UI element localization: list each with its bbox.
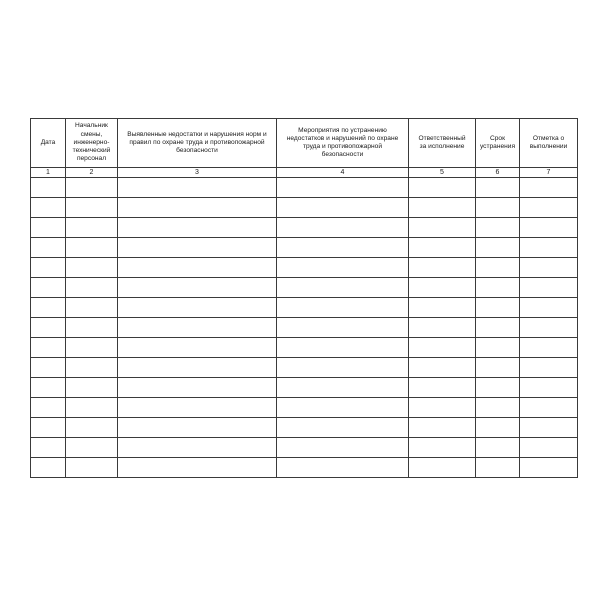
cell-completion[interactable] xyxy=(520,278,578,298)
header-measures: Мероприятия по устранению недостатков и нарушений по охране труда и противопожарной безопасности xyxy=(277,119,409,168)
cell-date[interactable] xyxy=(31,458,66,478)
header-deadline: Срок устранения xyxy=(476,119,520,168)
cell-supervisor[interactable] xyxy=(66,358,118,378)
table-row xyxy=(31,418,578,438)
header-responsible: Ответственный за исполнение xyxy=(409,119,476,168)
cell-completion[interactable] xyxy=(520,198,578,218)
cell-deadline[interactable] xyxy=(476,278,520,298)
table-row xyxy=(31,218,578,238)
table-row xyxy=(31,378,578,398)
cell-supervisor[interactable] xyxy=(66,458,118,478)
table-row xyxy=(31,318,578,338)
cell-supervisor[interactable] xyxy=(66,218,118,238)
column-number-3: 3 xyxy=(118,168,277,178)
cell-supervisor[interactable] xyxy=(66,278,118,298)
cell-violations[interactable] xyxy=(118,238,277,258)
cell-measures[interactable] xyxy=(277,398,409,418)
cell-completion[interactable] xyxy=(520,298,578,318)
cell-measures[interactable] xyxy=(277,438,409,458)
column-number-2: 2 xyxy=(66,168,118,178)
cell-completion[interactable] xyxy=(520,238,578,258)
cell-date[interactable] xyxy=(31,278,66,298)
cell-supervisor[interactable] xyxy=(66,178,118,198)
cell-measures[interactable] xyxy=(277,278,409,298)
cell-violations[interactable] xyxy=(118,418,277,438)
cell-measures[interactable] xyxy=(277,238,409,258)
cell-measures[interactable] xyxy=(277,418,409,438)
cell-supervisor[interactable] xyxy=(66,418,118,438)
cell-completion[interactable] xyxy=(520,418,578,438)
table-row xyxy=(31,178,578,198)
cell-completion[interactable] xyxy=(520,378,578,398)
cell-violations[interactable] xyxy=(118,218,277,238)
cell-supervisor[interactable] xyxy=(66,318,118,338)
cell-responsible[interactable] xyxy=(409,218,476,238)
cell-deadline[interactable] xyxy=(476,178,520,198)
cell-responsible[interactable] xyxy=(409,258,476,278)
header-violations: Выявленные недостатки и нарушения норм и правил по охране труда и противопожарной безопасности xyxy=(118,119,277,168)
cell-deadline[interactable] xyxy=(476,458,520,478)
cell-violations[interactable] xyxy=(118,438,277,458)
cell-deadline[interactable] xyxy=(476,238,520,258)
cell-measures[interactable] xyxy=(277,378,409,398)
cell-responsible[interactable] xyxy=(409,338,476,358)
header-date: Дата xyxy=(31,119,66,168)
header-supervisor: Начальник смены, инженерно- технический персонал xyxy=(66,119,118,168)
column-number-4: 4 xyxy=(277,168,409,178)
cell-violations[interactable] xyxy=(118,458,277,478)
cell-supervisor[interactable] xyxy=(66,198,118,218)
table-row xyxy=(31,398,578,418)
cell-date[interactable] xyxy=(31,378,66,398)
cell-violations[interactable] xyxy=(118,258,277,278)
cell-deadline[interactable] xyxy=(476,318,520,338)
cell-date[interactable] xyxy=(31,178,66,198)
header-completion: Отметка о выполнении xyxy=(520,119,578,168)
cell-date[interactable] xyxy=(31,198,66,218)
cell-deadline[interactable] xyxy=(476,358,520,378)
cell-date[interactable] xyxy=(31,438,66,458)
column-number-7: 7 xyxy=(520,168,578,178)
table-row xyxy=(31,438,578,458)
table-row xyxy=(31,458,578,478)
cell-completion[interactable] xyxy=(520,438,578,458)
cell-completion[interactable] xyxy=(520,178,578,198)
cell-completion[interactable] xyxy=(520,338,578,358)
cell-violations[interactable] xyxy=(118,278,277,298)
column-number-6: 6 xyxy=(476,168,520,178)
cell-responsible[interactable] xyxy=(409,238,476,258)
cell-measures[interactable] xyxy=(277,338,409,358)
cell-measures[interactable] xyxy=(277,318,409,338)
cell-date[interactable] xyxy=(31,418,66,438)
cell-responsible[interactable] xyxy=(409,198,476,218)
cell-supervisor[interactable] xyxy=(66,258,118,278)
cell-date[interactable] xyxy=(31,318,66,338)
cell-date[interactable] xyxy=(31,218,66,238)
cell-completion[interactable] xyxy=(520,358,578,378)
column-number-5: 5 xyxy=(409,168,476,178)
cell-supervisor[interactable] xyxy=(66,438,118,458)
cell-measures[interactable] xyxy=(277,218,409,238)
cell-measures[interactable] xyxy=(277,298,409,318)
cell-violations[interactable] xyxy=(118,318,277,338)
table-row xyxy=(31,198,578,218)
cell-violations[interactable] xyxy=(118,358,277,378)
cell-violations[interactable] xyxy=(118,378,277,398)
cell-completion[interactable] xyxy=(520,318,578,338)
cell-responsible[interactable] xyxy=(409,358,476,378)
cell-date[interactable] xyxy=(31,238,66,258)
cell-supervisor[interactable] xyxy=(66,238,118,258)
cell-deadline[interactable] xyxy=(476,398,520,418)
cell-measures[interactable] xyxy=(277,178,409,198)
cell-date[interactable] xyxy=(31,398,66,418)
cell-responsible[interactable] xyxy=(409,418,476,438)
table-row xyxy=(31,238,578,258)
cell-measures[interactable] xyxy=(277,258,409,278)
cell-deadline[interactable] xyxy=(476,378,520,398)
safety-inspection-table xyxy=(30,118,578,478)
cell-supervisor[interactable] xyxy=(66,398,118,418)
cell-deadline[interactable] xyxy=(476,338,520,358)
cell-measures[interactable] xyxy=(277,358,409,378)
cell-date[interactable] xyxy=(31,338,66,358)
cell-violations[interactable] xyxy=(118,178,277,198)
cell-deadline[interactable] xyxy=(476,218,520,238)
cell-supervisor[interactable] xyxy=(66,298,118,318)
table-row xyxy=(31,278,578,298)
cell-violations[interactable] xyxy=(118,298,277,318)
cell-deadline[interactable] xyxy=(476,438,520,458)
cell-completion[interactable] xyxy=(520,398,578,418)
cell-deadline[interactable] xyxy=(476,258,520,278)
cell-deadline[interactable] xyxy=(476,198,520,218)
table-row xyxy=(31,358,578,378)
cell-responsible[interactable] xyxy=(409,458,476,478)
cell-completion[interactable] xyxy=(520,258,578,278)
cell-supervisor[interactable] xyxy=(66,338,118,358)
cell-responsible[interactable] xyxy=(409,298,476,318)
cell-responsible[interactable] xyxy=(409,278,476,298)
table-body xyxy=(31,178,578,478)
cell-measures[interactable] xyxy=(277,198,409,218)
cell-responsible[interactable] xyxy=(409,398,476,418)
cell-responsible[interactable] xyxy=(409,318,476,338)
cell-responsible[interactable] xyxy=(409,178,476,198)
column-number-row xyxy=(31,168,578,178)
cell-date[interactable] xyxy=(31,298,66,318)
column-number-1: 1 xyxy=(31,168,66,178)
cell-measures[interactable] xyxy=(277,458,409,478)
cell-responsible[interactable] xyxy=(409,438,476,458)
table-row xyxy=(31,338,578,358)
column-header-row xyxy=(31,119,578,168)
cell-supervisor[interactable] xyxy=(66,378,118,398)
cell-violations[interactable] xyxy=(118,398,277,418)
cell-deadline[interactable] xyxy=(476,298,520,318)
table-row xyxy=(31,298,578,318)
cell-responsible[interactable] xyxy=(409,378,476,398)
cell-violations[interactable] xyxy=(118,198,277,218)
cell-completion[interactable] xyxy=(520,458,578,478)
cell-deadline[interactable] xyxy=(476,418,520,438)
cell-date[interactable] xyxy=(31,358,66,378)
cell-date[interactable] xyxy=(31,258,66,278)
cell-violations[interactable] xyxy=(118,338,277,358)
table-row xyxy=(31,258,578,278)
cell-completion[interactable] xyxy=(520,218,578,238)
